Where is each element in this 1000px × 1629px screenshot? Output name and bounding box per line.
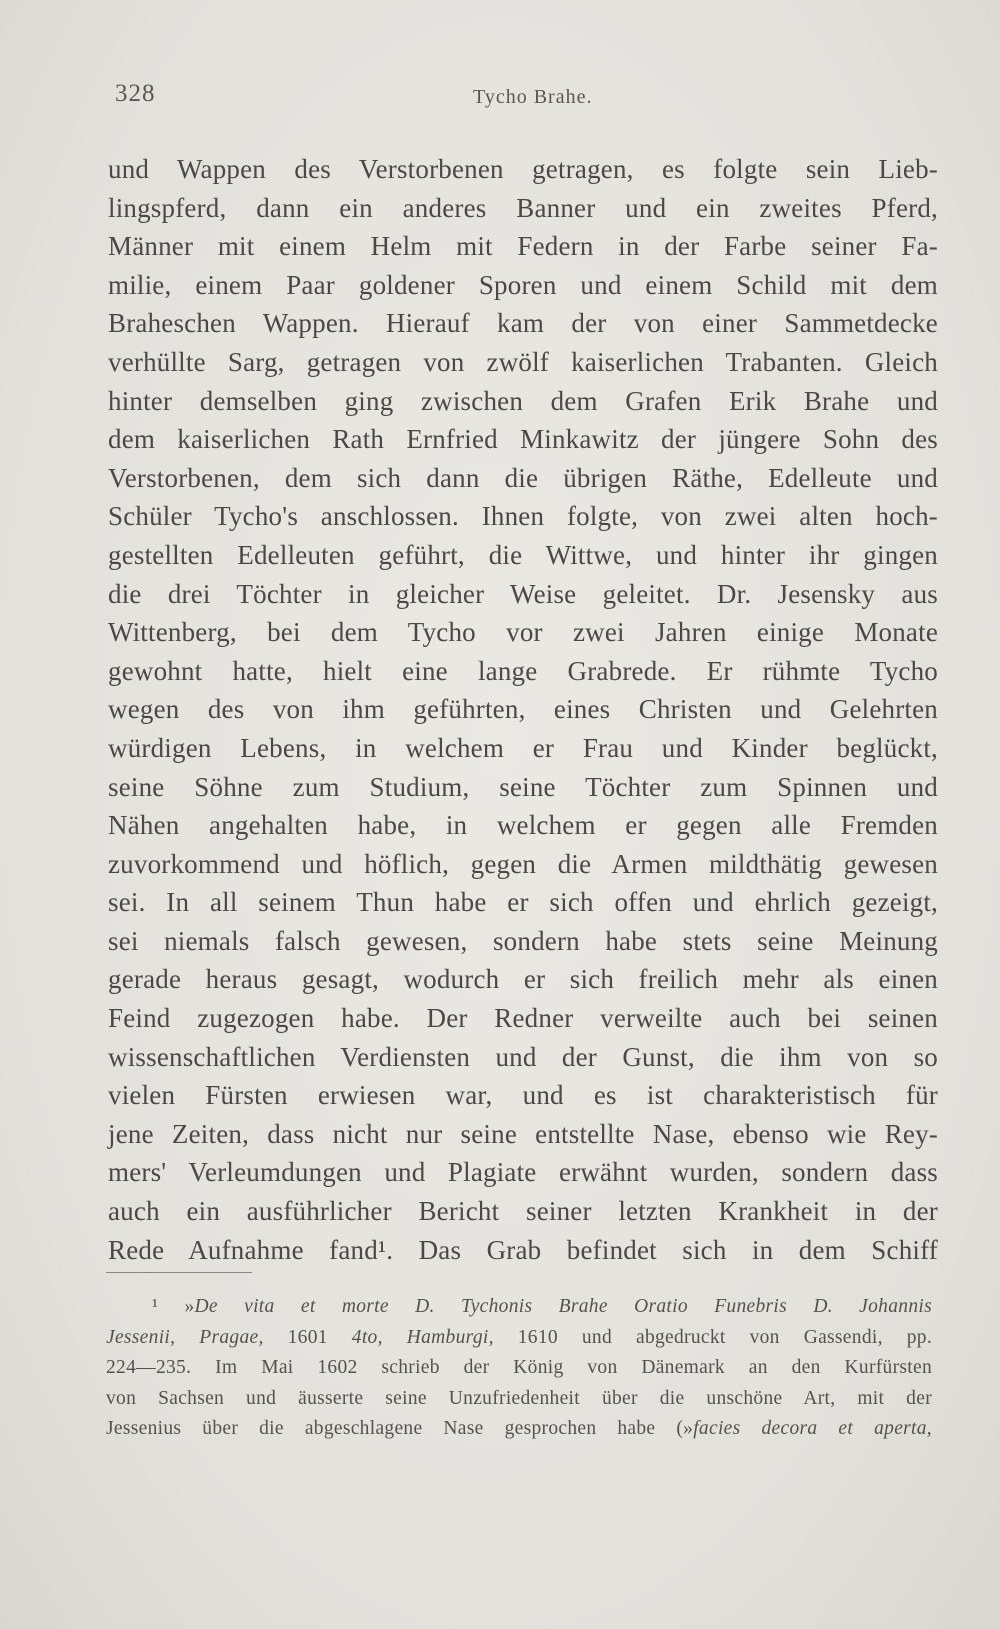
page-header xyxy=(0,0,1000,140)
footnote-marker: ¹ » xyxy=(152,1296,195,1317)
running-head: Tycho Brahe. xyxy=(473,86,593,108)
footnote-text: Jessenius über die abgeschlagene Nase gesprochen habe (» xyxy=(106,1418,694,1439)
body-line: Männer mit einem Helm mit Federn in der Farbe seiner Fa- xyxy=(108,231,938,262)
footnote-text: 1610 und abgedruckt von Gassendi, pp. xyxy=(493,1326,932,1348)
body-line: auch ein ausführlicher Bericht seiner letzten Krankheit in der xyxy=(108,1196,938,1227)
body-line: seine Söhne zum Studium, seine Töchter zum Spinnen und xyxy=(108,771,938,802)
body-line: mers' Verleumdungen und Plagiate erwähnt wurden, sondern dass xyxy=(108,1157,938,1188)
body-line: gewohnt hatte, hielt eine lange Grabrede. Er rühmte Tycho xyxy=(108,655,938,686)
footnote xyxy=(106,1292,932,1445)
footnote-italic: Jessenii, Pragae, xyxy=(106,1326,264,1348)
body-line: lingspferd, dann ein anderes Banner und ein zweites Pferd, xyxy=(108,192,938,223)
body-line: vielen Fürsten erwiesen war, und es ist charakteristisch für xyxy=(108,1080,938,1111)
body-line: Feind zugezogen habe. Der Redner verweilte auch bei seinen xyxy=(108,1003,938,1034)
body-line: jene Zeiten, dass nicht nur seine entstellte Nase, ebenso wie Rey- xyxy=(108,1118,938,1149)
footnote-line xyxy=(106,1292,932,1323)
body-line: dem kaiserlichen Rath Ernfried Minkawitz der jüngere Sohn des xyxy=(108,424,938,455)
body-line: Schüler Tycho's anschlossen. Ihnen folgte, von zwei alten hoch- xyxy=(108,501,938,532)
body-line: würdigen Lebens, in welchem er Frau und Kinder beglückt, xyxy=(108,732,938,763)
body-line: die drei Töchter in gleicher Weise geleitet. Dr. Jesensky aus xyxy=(108,578,938,609)
body-line: gestellten Edelleuten geführt, die Wittwe, und hinter ihr gingen xyxy=(108,539,938,570)
footnote-title: De vita et morte D. Tychonis Brahe Oratio Funebris D. Johannis xyxy=(194,1296,932,1317)
body-line: Rede Aufnahme fand¹. Das Grab befindet sich in dem Schiff xyxy=(108,1234,938,1265)
footnote-line: von Sachsen und äusserte seine Unzufriedenheit über die unschöne Art, mit der xyxy=(106,1387,932,1409)
body-line: Wittenberg, bei dem Tycho vor zwei Jahren einige Monate xyxy=(108,617,938,648)
footnote-line xyxy=(106,1414,932,1445)
footnote-line: 224—235. Im Mai 1602 schrieb der König von Dänemark an den Kurfürsten xyxy=(106,1357,932,1378)
page-number: 328 xyxy=(115,80,156,107)
body-line: milie, einem Paar goldener Sporen und einem Schild mit dem xyxy=(108,269,938,300)
body-line: sei. In all seinem Thun habe er sich offen und ehrlich gezeigt, xyxy=(108,887,938,918)
footnote-rule xyxy=(106,1272,252,1273)
body-line: verhüllte Sarg, getragen von zwölf kaiserlichen Trabanten. Gleich xyxy=(108,346,938,377)
body-line: gerade heraus gesagt, wodurch er sich freilich mehr als einen xyxy=(108,964,938,995)
footnote-text: 1601 xyxy=(263,1326,352,1348)
body-text xyxy=(108,150,938,1269)
footnote-line xyxy=(106,1323,932,1354)
body-line: sei niemals falsch gewesen, sondern habe stets seine Meinung xyxy=(108,925,938,956)
body-line: Nähen angehalten habe, in welchem er gegen alle Fremden xyxy=(108,810,938,841)
body-line: hinter demselben ging zwischen dem Grafen Erik Brahe und xyxy=(108,385,938,416)
footnote-italic: facies decora et aperta, xyxy=(693,1418,932,1439)
body-line: Braheschen Wappen. Hierauf kam der von einer Sammetdecke xyxy=(108,308,938,339)
body-line: Verstorbenen, dem sich dann die übrigen Räthe, Edelleute und xyxy=(108,462,938,493)
footnote-italic: 4to, Hamburgi, xyxy=(351,1326,494,1348)
body-line: wegen des von ihm geführten, eines Christen und Gelehrten xyxy=(108,694,938,725)
body-line: zuvorkommend und höflich, gegen die Armen mildthätig gewesen xyxy=(108,848,938,879)
body-line: wissenschaftlichen Verdiensten und der Gunst, die ihm von so xyxy=(108,1041,938,1072)
body-line: und Wappen des Verstorbenen getragen, es folgte sein Lieb- xyxy=(108,154,938,184)
